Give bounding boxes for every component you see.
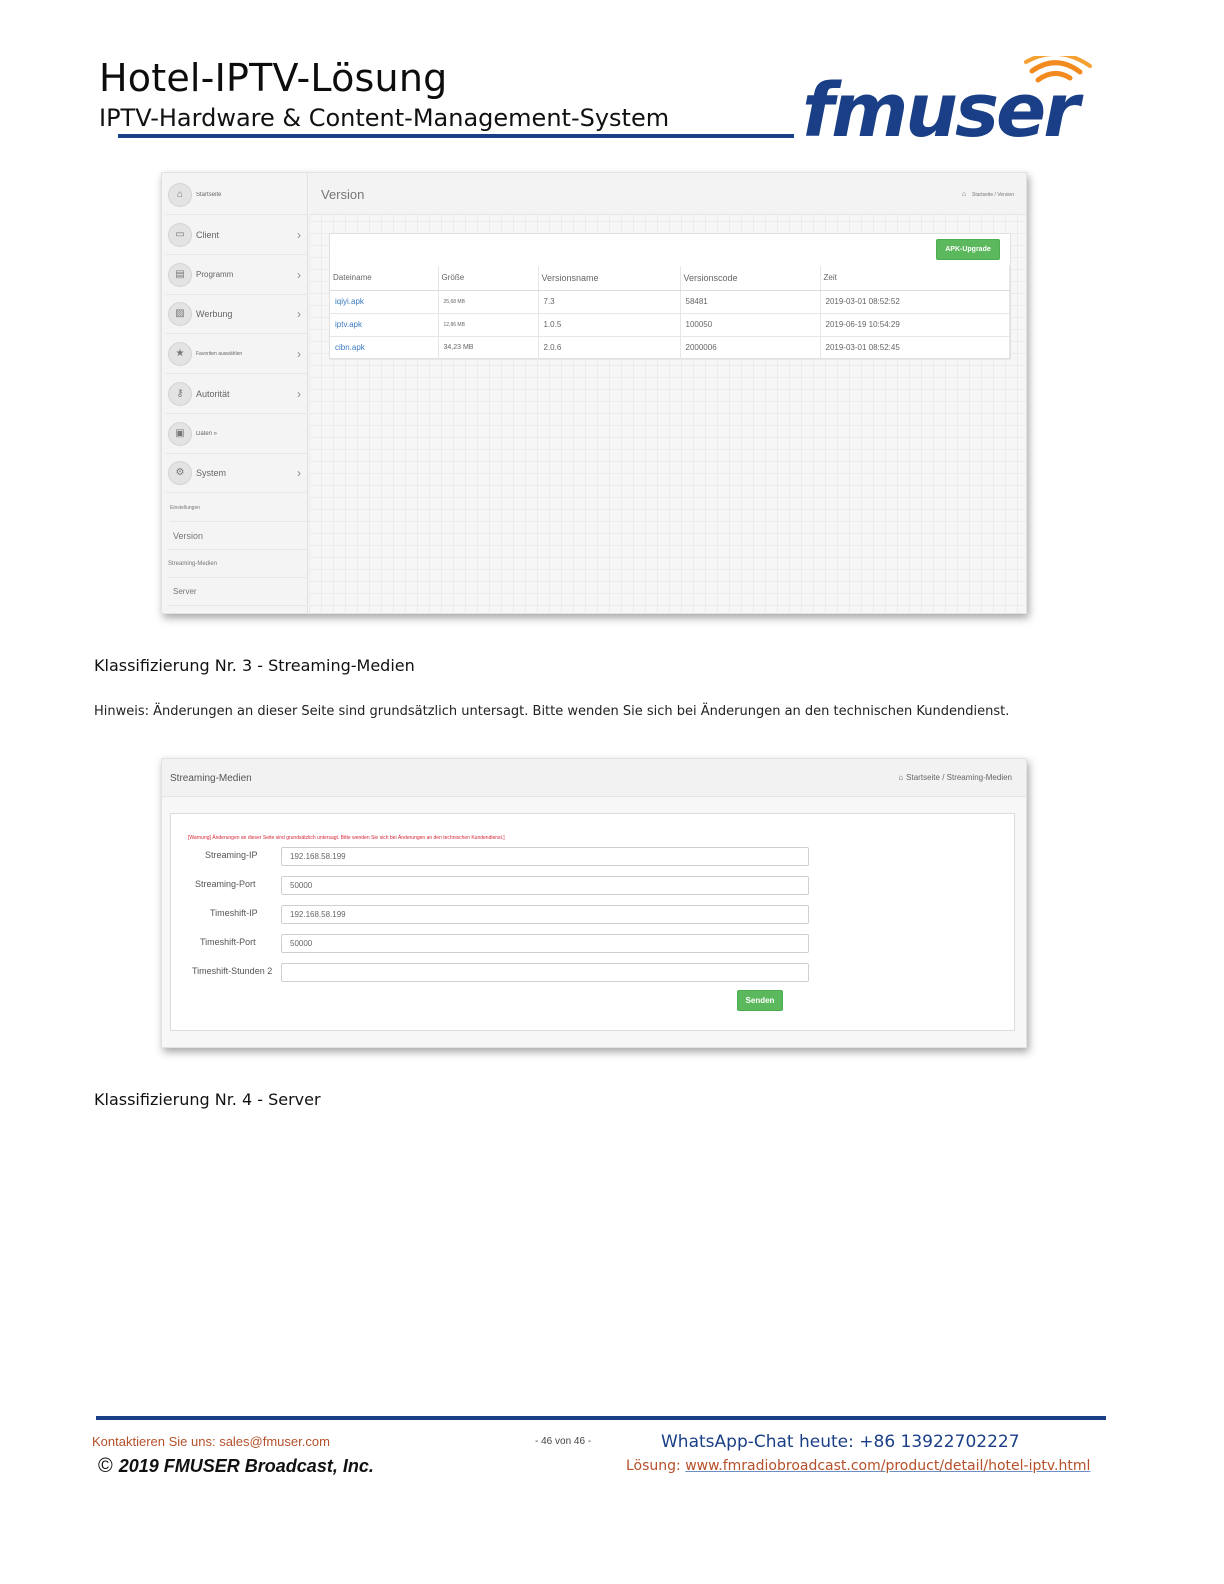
key-icon: ⚷ bbox=[168, 382, 192, 406]
timeshift-ip-label: Timeshift-IP bbox=[210, 908, 258, 918]
file-name-link[interactable]: cibn.apk bbox=[330, 336, 438, 359]
sidebar-item-data[interactable] bbox=[166, 414, 308, 454]
version-table bbox=[330, 266, 1010, 360]
column-header: Zeit bbox=[820, 266, 1010, 290]
home-icon: ⌂ bbox=[961, 191, 967, 198]
film-icon: ▤ bbox=[168, 263, 192, 287]
timeshift-hours-label: Timeshift-Stunden 2 bbox=[192, 966, 273, 976]
chevron-right-icon: › bbox=[297, 386, 301, 401]
timeshift-hours-input[interactable] bbox=[281, 963, 809, 982]
breadcrumb-text[interactable]: Startseite / Streaming-Medien bbox=[906, 773, 1012, 782]
chevron-right-icon: › bbox=[297, 465, 301, 480]
file-name-link[interactable]: iptv.apk bbox=[330, 313, 438, 336]
version-name: 7.3 bbox=[538, 290, 680, 313]
copyright bbox=[98, 1455, 374, 1478]
breadcrumb bbox=[962, 191, 1014, 198]
table-row bbox=[330, 290, 1010, 313]
sidebar-subitem-streaming[interactable]: Streaming-Medien bbox=[168, 550, 308, 578]
streaming-ip-label: Streaming-IP bbox=[205, 850, 258, 860]
sidebar-item-home[interactable] bbox=[166, 175, 308, 215]
sidebar-item-label: Autorität bbox=[196, 388, 230, 399]
sidebar-item-favorites[interactable] bbox=[166, 334, 308, 374]
time: 2019-03-01 08:52:45 bbox=[820, 336, 1010, 359]
version-name: 1.0.5 bbox=[538, 313, 680, 336]
column-header: Versionsname bbox=[538, 266, 680, 290]
solution-link[interactable] bbox=[626, 1458, 1090, 1474]
section-4-heading: Klassifizierung Nr. 4 - Server bbox=[94, 1090, 321, 1109]
image-icon: ▨ bbox=[168, 302, 192, 326]
chevron-right-icon: › bbox=[297, 227, 301, 242]
breadcrumb bbox=[898, 773, 1012, 782]
gear-icon: ⚙ bbox=[168, 461, 192, 485]
submit-button[interactable]: Senden bbox=[737, 990, 783, 1011]
sidebar-subitem-settings[interactable]: Einstellungen bbox=[170, 494, 310, 522]
logo-wordmark: fmuser bbox=[802, 68, 1077, 146]
header-rule bbox=[118, 134, 794, 138]
streaming-header bbox=[162, 759, 1026, 797]
streaming-form bbox=[170, 813, 1015, 1031]
sidebar-item-label: Favoriten auswählen bbox=[196, 350, 243, 357]
fmuser-logo bbox=[800, 56, 1100, 146]
file-name-link[interactable]: iqiyi.apk bbox=[330, 290, 438, 313]
time: 2019-03-01 08:52:52 bbox=[820, 290, 1010, 313]
column-header: Größe bbox=[438, 266, 538, 290]
contact-email[interactable]: Kontaktieren Sie uns: sales@fmuser.com bbox=[92, 1434, 330, 1449]
streaming-port-label: Streaming-Port bbox=[195, 879, 256, 889]
table-row bbox=[330, 313, 1010, 336]
chevron-right-icon: › bbox=[297, 267, 301, 282]
sidebar-subitem-server[interactable]: Server bbox=[168, 578, 308, 606]
breadcrumb-text[interactable]: Startseite / Version bbox=[972, 191, 1014, 198]
file-size: 34,23 MB bbox=[438, 336, 538, 359]
timeshift-ip-input[interactable]: 192.168.58.199 bbox=[281, 905, 809, 924]
version-code: 100050 bbox=[680, 313, 820, 336]
footer-rule bbox=[96, 1416, 1106, 1420]
picture-icon: ▣ bbox=[168, 422, 192, 446]
copyright-symbol: © bbox=[98, 1455, 113, 1477]
timeshift-port-input[interactable]: 50000 bbox=[281, 934, 809, 953]
table-header-row bbox=[330, 266, 1010, 290]
table-row bbox=[330, 336, 1010, 359]
warning-text: [Warnung] Änderungen an dieser Seite sind grundsätzlich untersagt. Bitte wenden Sie sich bei Änderungen an den technischen Kundendienst.] bbox=[188, 835, 505, 841]
sidebar bbox=[162, 173, 308, 614]
timeshift-port-label: Timeshift-Port bbox=[200, 937, 256, 947]
sidebar-item-system[interactable] bbox=[166, 453, 308, 493]
column-header: Dateiname bbox=[330, 266, 438, 290]
streaming-title: Streaming-Medien bbox=[170, 773, 252, 784]
version-screenshot bbox=[161, 172, 1027, 614]
home-icon: ⌂ bbox=[168, 183, 192, 207]
version-code: 2000006 bbox=[680, 336, 820, 359]
chevron-right-icon: › bbox=[297, 346, 301, 361]
section-3-heading: Klassifizierung Nr. 3 - Streaming-Medien bbox=[94, 656, 415, 675]
sidebar-item-label: Client bbox=[196, 229, 220, 240]
document-title: Hotel-IPTV-Lösung bbox=[99, 56, 448, 100]
version-code: 58481 bbox=[680, 290, 820, 313]
chevron-right-icon: › bbox=[297, 306, 301, 321]
star-icon: ★ bbox=[168, 342, 192, 366]
version-title: Version bbox=[321, 187, 365, 202]
page-number: - 46 von 46 - bbox=[535, 1436, 592, 1447]
apk-upgrade-button[interactable]: APK-Upgrade bbox=[936, 239, 1000, 260]
streaming-screenshot bbox=[161, 758, 1027, 1048]
sidebar-item-label: Programm bbox=[196, 270, 234, 279]
column-header: Versionscode bbox=[680, 266, 820, 290]
sidebar-item-label: Startseite bbox=[196, 191, 222, 198]
file-size: 25,68 MB bbox=[438, 290, 538, 313]
version-panel bbox=[329, 233, 1011, 359]
home-icon: ⌂ bbox=[898, 773, 904, 782]
sidebar-item-authority[interactable] bbox=[166, 374, 308, 414]
sidebar-item-client[interactable] bbox=[166, 215, 308, 255]
copyright-text: 2019 FMUSER Broadcast, Inc. bbox=[118, 1456, 374, 1476]
solution-url[interactable]: www.fmradiobroadcast.com/product/detail/hotel-iptv.html bbox=[685, 1458, 1091, 1474]
sidebar-item-label: Daten » bbox=[196, 430, 218, 437]
solution-label: Lösung: bbox=[626, 1458, 681, 1474]
sidebar-item-program[interactable] bbox=[166, 255, 308, 295]
document-subtitle: IPTV-Hardware & Content-Management-System bbox=[99, 104, 670, 132]
version-main bbox=[309, 173, 1026, 613]
time: 2019-06-19 10:54:29 bbox=[820, 313, 1010, 336]
streaming-port-input[interactable]: 50000 bbox=[281, 876, 809, 895]
file-size: 12,86 MB bbox=[438, 313, 538, 336]
section-3-note: Hinweis: Änderungen an dieser Seite sind grundsätzlich untersagt. Bitte wenden Sie sich bei Änderungen an den technischen Kundendienst. bbox=[94, 704, 1010, 719]
version-name: 2.0.6 bbox=[538, 336, 680, 359]
sidebar-subitem-version[interactable]: Version bbox=[168, 522, 308, 550]
sidebar-item-advertising[interactable] bbox=[166, 294, 308, 334]
sidebar-item-label: System bbox=[196, 467, 227, 478]
streaming-ip-input[interactable]: 192.168.58.199 bbox=[281, 847, 809, 866]
whatsapp-contact[interactable]: WhatsApp-Chat heute: +86 13922702227 bbox=[661, 1432, 1020, 1452]
sidebar-item-label: Werbung bbox=[196, 308, 233, 319]
version-header bbox=[309, 173, 1026, 215]
monitor-icon: ▭ bbox=[168, 223, 192, 247]
